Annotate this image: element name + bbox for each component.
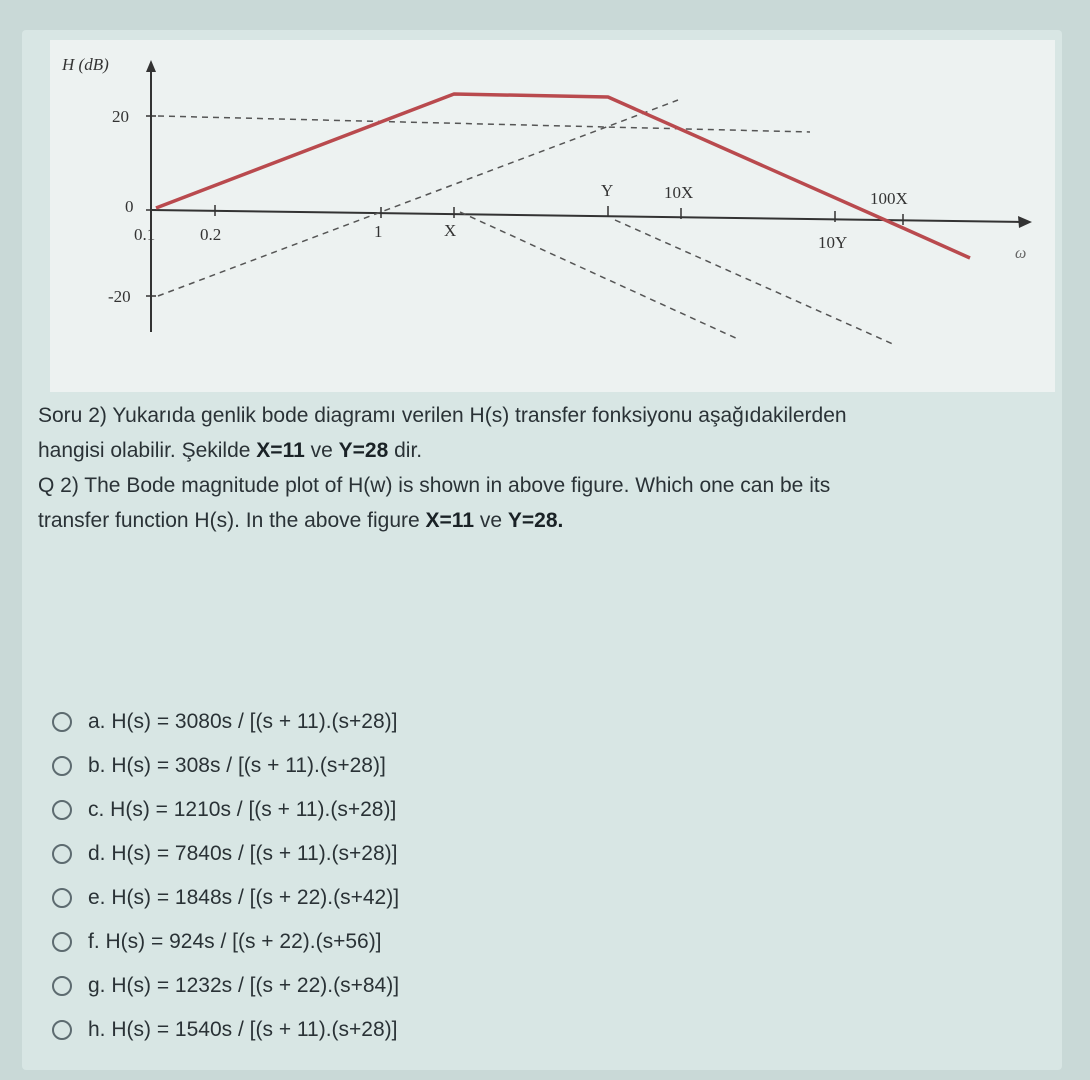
x-tick-label-0.1: 0.1 — [134, 225, 156, 244]
question-en-prefix: transfer function H(s). In the above figure — [38, 509, 426, 532]
bode-plot — [50, 40, 1055, 392]
y-tick-label--20: -20 — [108, 287, 131, 306]
question-tr-x: X=11 — [256, 439, 305, 462]
x-axis-arrow — [1018, 216, 1032, 228]
option-g-label[interactable]: g. H(s) = 1232s / [(s + 22).(s+84)] — [88, 974, 400, 997]
asymptote-20db — [158, 116, 810, 132]
radio-button-icon[interactable] — [52, 932, 72, 952]
option-e[interactable] — [52, 876, 752, 920]
radio-button-icon[interactable] — [52, 888, 72, 908]
x-axis — [151, 210, 1022, 222]
question-en-line1: Q 2) The Bode magnitude plot of H(w) is shown in above figure. Which one can be its — [38, 474, 831, 497]
question-tr-end: dir. — [388, 439, 423, 462]
asymptote-falling-x — [460, 212, 740, 340]
x-tick-label-X: X — [444, 221, 457, 240]
y-axis-label: H (dB) — [62, 55, 109, 74]
option-g[interactable] — [52, 964, 752, 1008]
x-tick-label-100X: 100X — [870, 189, 908, 208]
option-b-label[interactable]: b. H(s) = 308s / [(s + 11).(s+28)] — [88, 754, 386, 777]
y-tick-label-20: 20 — [112, 107, 129, 126]
question-en-mid: ve — [474, 509, 508, 532]
radio-button-icon[interactable] — [52, 712, 72, 732]
asymptote-falling-y — [615, 220, 895, 345]
option-f[interactable] — [52, 920, 752, 964]
option-e-label[interactable]: e. H(s) = 1848s / [(s + 22).(s+42)] — [88, 886, 400, 909]
question-en-line2 — [38, 503, 1038, 538]
radio-button-icon[interactable] — [52, 976, 72, 996]
question-tr-mid: ve — [304, 439, 339, 462]
option-c-label[interactable]: c. H(s) = 1210s / [(s + 11).(s+28)] — [88, 798, 397, 821]
answer-options — [52, 700, 752, 1052]
x-tick-label-10X: 10X — [664, 183, 694, 202]
x-axis-label: ω — [1015, 245, 1027, 262]
option-a[interactable] — [52, 700, 752, 744]
x-tick-label-1: 1 — [374, 222, 383, 241]
y-tick-label-0: 0 — [125, 197, 134, 216]
option-c[interactable] — [52, 788, 752, 832]
x-tick-label-10Y: 10Y — [818, 233, 848, 252]
radio-button-icon[interactable] — [52, 800, 72, 820]
x-tick-label-Y: Y — [601, 181, 614, 200]
question-tr-line1: Soru 2) Yukarıda genlik bode diagramı verilen H(s) transfer fonksiyonu aşağıdakilerden — [38, 404, 847, 427]
series-magnitude — [156, 94, 970, 258]
option-b[interactable] — [52, 744, 752, 788]
radio-button-icon[interactable] — [52, 844, 72, 864]
question-en-y: Y=28. — [507, 509, 564, 532]
question-tr-line2 — [38, 433, 1038, 468]
radio-button-icon[interactable] — [52, 756, 72, 776]
option-a-label[interactable]: a. H(s) = 3080s / [(s + 11).(s+28)] — [88, 710, 398, 733]
option-h[interactable] — [52, 1008, 752, 1052]
option-d-label[interactable]: d. H(s) = 7840s / [(s + 11).(s+28)] — [88, 842, 398, 865]
question-tr-y: Y=28 — [338, 439, 389, 462]
bode-figure — [50, 40, 1055, 392]
x-tick-label-0.2: 0.2 — [200, 225, 222, 244]
asymptote-rising — [158, 100, 678, 296]
radio-button-icon[interactable] — [52, 1020, 72, 1040]
question-en-x: X=11 — [425, 509, 475, 532]
y-axis-arrow — [146, 60, 156, 72]
option-f-label[interactable]: f. H(s) = 924s / [(s + 22).(s+56)] — [88, 930, 382, 953]
question-tr-prefix: hangisi olabilir. Şekilde — [38, 439, 257, 462]
question-text — [38, 398, 1038, 538]
option-h-label[interactable]: h. H(s) = 1540s / [(s + 11).(s+28)] — [88, 1018, 398, 1041]
option-d[interactable] — [52, 832, 752, 876]
